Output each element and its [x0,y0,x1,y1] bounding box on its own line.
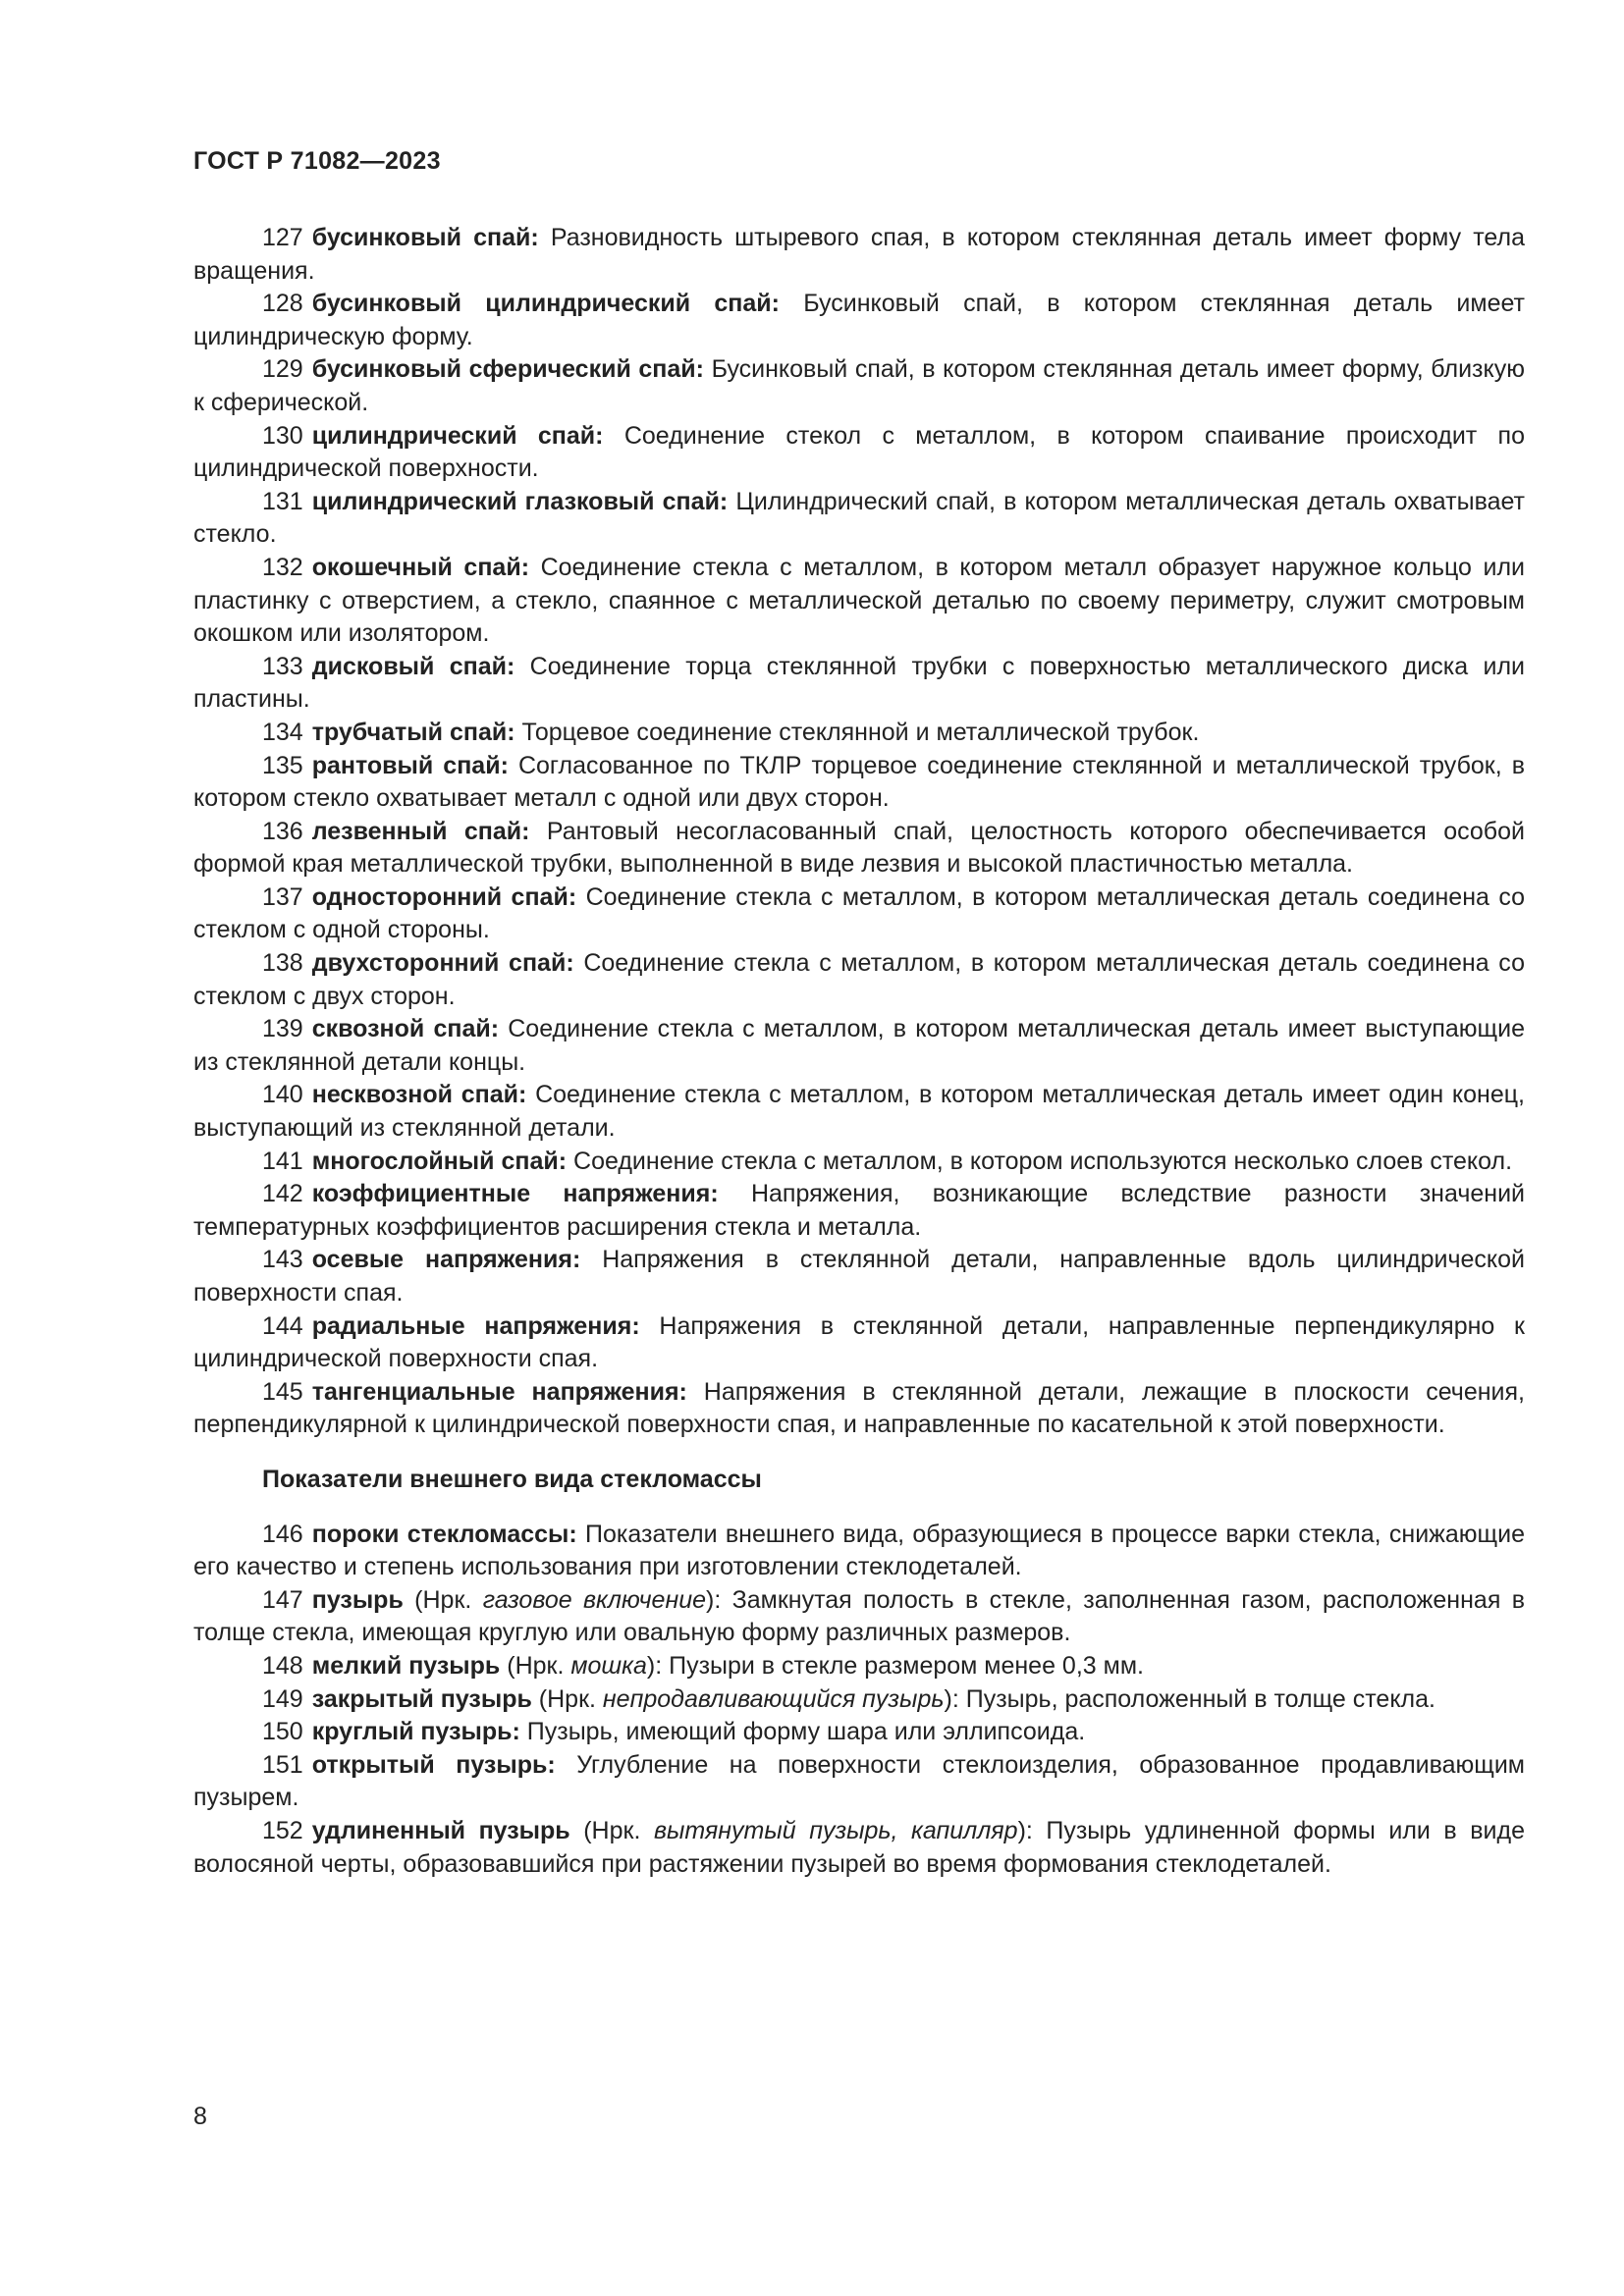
term-number: 152 [262,1816,303,1844]
term-number: 146 [262,1520,303,1548]
term-definition: Соединение стекла с металлом, в котором металлическая деталь имеет один конец, выступающий из стеклянной детали. [193,1081,1525,1143]
term-number: 140 [262,1081,303,1109]
term-entry [193,353,1525,419]
term-name: окошечный спай: [311,553,530,581]
term-number: 128 [262,290,303,318]
term-entry [193,1650,1525,1683]
term-name: дисковый спай: [311,652,515,680]
term-entry [193,750,1525,816]
term-name: сквозной спай: [311,1015,500,1043]
term-entry [193,1244,1525,1309]
term-name: открытый пузырь: [311,1750,556,1779]
term-number: 143 [262,1246,303,1274]
term-definition: Показатели внешнего вида, образующиеся в процессе варки стекла, снижающие его качество и степень использования при изготовлении стеклодеталей. [193,1520,1525,1581]
term-number: 134 [262,718,303,746]
term-number: 148 [262,1651,303,1680]
section-heading: Показатели внешнего вида стекломассы [262,1465,762,1493]
term-entry [193,1815,1525,1881]
term-entry [193,1178,1525,1244]
term-name: пороки стекломассы: [311,1520,577,1548]
term-number: 141 [262,1147,303,1175]
term-name: рантовый спай: [311,751,509,779]
term-name: удлиненный пузырь [311,1816,570,1844]
term-entry [193,651,1525,717]
term-number: 138 [262,949,303,978]
term-number: 135 [262,751,303,779]
term-name: несквозной спай: [311,1081,527,1109]
term-number: 137 [262,882,303,911]
term-name: двухсторонний спай: [311,949,574,978]
term-entry [193,1584,1525,1650]
term-note-suffix: ) [1017,1816,1026,1844]
term-entry [193,222,1525,288]
term-name: цилиндрический глазковый спай: [311,487,729,515]
term-definition: Цилиндрический спай, в котором металлическая деталь охватывает стекло. [193,487,1525,549]
term-entry [193,288,1525,353]
term-note-prefix: (Нрк. [403,1585,483,1614]
term-note-suffix: ) [944,1684,952,1713]
term-name: круглый пузырь: [311,1718,520,1746]
term-entry [193,1519,1525,1584]
term-number: 132 [262,553,303,581]
term-definition: Углубление на поверхности стеклоизделия, образованное продавливающим пузырем. [193,1750,1525,1812]
term-name: трубчатый спай: [311,718,515,746]
deprecated-term: мошка [570,1651,647,1680]
term-definition: Напряжения в стеклянной детали, лежащие в плоскости сечения, перпендикулярной к цилиндрической поверхности спая, и направленные по касательной к этой поверхности. [193,1377,1525,1439]
term-entry [193,1749,1525,1815]
term-name: односторонний спай: [311,882,577,911]
term-entry [193,552,1525,651]
term-definition: Соединение торца стеклянной трубки с поверхностью металлического диска или пластины. [193,652,1525,714]
term-name: бусинковый цилиндрический спай: [311,290,780,318]
term-entry [193,420,1525,486]
term-number: 131 [262,487,303,515]
term-number: 142 [262,1180,303,1208]
term-entry [193,717,1525,750]
term-entry [193,1716,1525,1749]
terms-list-stekla-spai [193,222,1525,1442]
term-definition: Разновидность штыревого спая, в котором стеклянная деталь имеет форму тела вращения. [193,224,1525,285]
term-definition: Соединение стекла с металлом, в котором металлическая деталь имеет выступающие из стеклянной детали концы. [193,1015,1525,1076]
deprecated-term: вытянутый пузырь, капилляр [653,1816,1018,1844]
deprecated-term: непродавливающийся пузырь [602,1684,945,1713]
term-number: 147 [262,1585,303,1614]
term-number: 127 [262,224,303,251]
term-note-prefix: (Нрк. [500,1651,571,1680]
term-definition: Рантовый несогласованный спай, целостность которого обеспечивается особой формой края металлической трубки, выполненной в виде лезвия и высокой пластичностью металла. [193,817,1525,879]
term-definition: Напряжения в стеклянной детали, направленные вдоль цилиндрической поверхности спая. [193,1246,1526,1307]
term-definition: Напряжения, возникающие вследствие разности значений температурных коэффициентов расширения стекла и металла. [193,1180,1525,1241]
term-name: цилиндрический спай: [311,421,604,450]
term-number: 150 [262,1718,303,1746]
terms-list-poroki [193,1519,1525,1882]
term-definition: Напряжения в стеклянной детали, направленные перпендикулярно к цилиндрической поверхности спая. [193,1311,1525,1373]
term-name: лезвенный спай: [311,817,530,845]
term-number: 149 [262,1684,303,1713]
term-number: 144 [262,1311,303,1340]
term-note-prefix: (Нрк. [569,1816,654,1844]
term-name: закрытый пузырь [311,1684,532,1713]
term-entry [193,1146,1525,1179]
term-note-prefix: (Нрк. [531,1684,603,1713]
term-entry [193,1310,1525,1376]
term-entry [193,1376,1525,1442]
term-name: коэффициентные напряжения: [311,1180,719,1208]
term-definition: Бусинковый спай, в котором стеклянная деталь имеет цилиндрическую форму. [193,290,1525,350]
term-name: многослойный спай: [311,1147,568,1175]
term-definition: : Пузыри в стекле размером менее 0,3 мм. [655,1651,1144,1680]
term-name: тангенциальные напряжения: [311,1377,687,1406]
page-number: 8 [193,2103,207,2130]
term-note-suffix: ) [646,1651,656,1680]
term-name: радиальные напряжения: [311,1311,640,1340]
term-definition: : Замкнутая полость в стекле, заполненная газом, расположенная в толще стекла, имеющая круглую или овальную форму различных размеров. [193,1585,1525,1647]
term-name: осевые напряжения: [311,1246,581,1274]
term-definition: Соединение стекла с металлом, в котором металл образует наружное кольцо или пластинку с отверстием, а стекло, спаянное с металлической деталью по своему периметру, служит смотровым окошком или изолятором. [193,553,1525,648]
term-definition: Соединение стекла с металлом, в котором металлическая деталь соединена со стеклом с одной стороны. [193,882,1526,944]
term-definition: Соединение стекол с металлом, в котором спаивание происходит по цилиндрической поверхности. [193,421,1526,483]
term-number: 129 [262,355,303,384]
term-name: пузырь [311,1585,404,1614]
term-definition: Пузырь, имеющий форму шара или эллипсоида. [519,1718,1086,1746]
deprecated-term: газовое включение [482,1585,707,1614]
term-entry [193,1079,1525,1145]
term-definition: Бусинковый спай, в котором стеклянная деталь имеет форму, близкую к сферической. [193,355,1525,416]
term-name: бусинковый спай: [311,224,539,251]
term-name: мелкий пузырь [311,1651,501,1680]
document-body [193,222,1525,1881]
term-definition: Соединение стекла с металлом, в котором металлическая деталь соединена со стеклом с двух сторон. [193,949,1525,1010]
term-entry [193,881,1525,947]
term-number: 130 [262,421,303,450]
term-definition: : Пузырь удлиненной формы или в виде волосяной черты, образовавшийся при растяжении пузырей во время формования стеклодеталей. [193,1816,1525,1878]
term-entry [193,486,1525,552]
term-note-suffix: ) [706,1585,715,1614]
term-number: 151 [262,1750,303,1779]
term-entry [193,947,1525,1013]
term-number: 139 [262,1015,303,1043]
term-definition: : Пузырь, расположенный в толще стекла. [951,1684,1435,1713]
term-definition: Торцевое соединение стеклянной и металлической трубок. [514,718,1200,746]
term-entry [193,1013,1525,1079]
document-id-header: ГОСТ Р 71082—2023 [193,147,441,175]
term-definition: Соединение стекла с металлом, в котором используются несколько слоев стекол. [567,1147,1513,1175]
term-definition: Согласованное по ТКЛР торцевое соединение стеклянной и металлической трубок, в котором стекло охватывает металл с одной или двух сторон. [193,751,1525,813]
term-entry [193,816,1525,881]
term-number: 133 [262,652,303,680]
term-entry [193,1683,1525,1717]
term-number: 145 [262,1377,303,1406]
term-number: 136 [262,817,303,845]
term-name: бусинковый сферический спай: [311,355,705,384]
